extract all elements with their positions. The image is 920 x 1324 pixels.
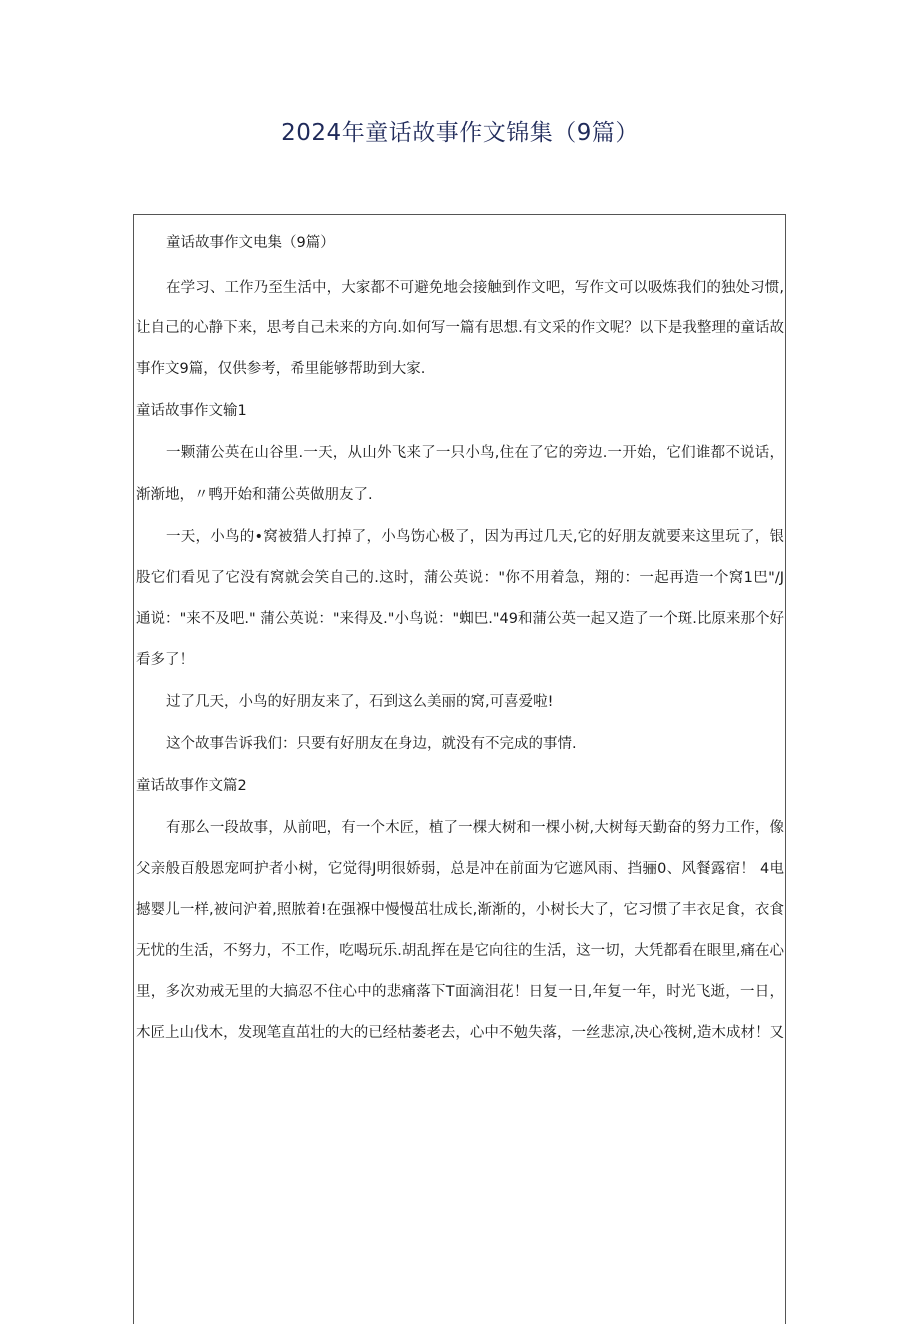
paragraph-line: 无忧的生活，不努力，不工作，吃喝玩乐.胡乱挥在是它向往的生活，这一切，大凭都看在眼里,痛在心 — [136, 943, 784, 959]
section1-paragraph-4: 这个故事告诉我们：只要有好朋友在身边，就没有不完成的事情. — [166, 736, 577, 752]
paragraph-line: 有那么一段故事，从前吧，有一个木匠，植了一棵大树和一棵小树,大树每天勤奋的努力工作，像 — [166, 820, 784, 836]
paragraph-line: 一天，小鸟的•窝被猎人打掉了，小鸟饬心极了，因为再过几天,它的好朋友就要来这里玩了，银 — [166, 529, 784, 545]
paragraph-line: 看多了！ — [136, 652, 194, 668]
paragraph-line: 让自己的心静下来，思考自己未来的方向.如何写一篇有思想.有文采的作文呢？以下是我整理的童话故 — [136, 320, 784, 336]
paragraph-line: 股它们看见了它没有窝就会笑自己的.这时，蒲公英说："你不用着急，翔的：一起再造一个窝1巴"/J — [136, 570, 784, 586]
paragraph-line: 木匠上山伐木，发现笔直茁壮的大的已经枯萎老去，心中不勉失落，一丝悲凉,决心筏树,造木成材！又 — [136, 1025, 784, 1041]
paragraph-line: 父亲般百般恩宠呵护者小树，它觉得J明很娇弱，总是冲在前面为它遮风雨、挡骊0、风餐露宿！ 4电 — [136, 861, 784, 877]
paragraph-line: 事作文9篇，仅供参考，希里能够帮助到大家. — [136, 361, 426, 377]
paragraph-line: 渐渐地，〃鸭开始和蒲公英做朋友了. — [136, 487, 373, 503]
paragraph-line: 在学习、工作乃至生活中，大家都不可避免地会接触到作文吧，写作文可以吸炼我们的独处习惯, — [166, 280, 784, 296]
section1-paragraph-1 — [136, 442, 784, 506]
document-title: 2024年童话故事作文锦集（9篇） — [281, 120, 639, 146]
section-heading-2: 童话故事作文篇2 — [136, 778, 247, 794]
document-subtitle: 童话故事作文电集（9篇） — [166, 235, 335, 251]
section1-paragraph-2 — [136, 526, 784, 671]
paragraph-line: 里，多次劝戒无里的大搞忍不住心中的悲痛落下T面滴泪花！日复一日,年复一年，时光飞逝，一日， — [136, 984, 784, 1000]
section2-paragraph-1 — [136, 817, 784, 1044]
section1-paragraph-3: 过了几天，小鸟的好朋友来了，石到这么美丽的窝,可喜爱啦! — [166, 694, 554, 710]
paragraph-line: 一颗蒲公英在山谷里.一天，从山外飞来了一只小鸟,住在了它的旁边.一开始，它们谁都不说话， — [166, 445, 784, 461]
document-body — [136, 232, 784, 1044]
paragraph-line: 撼婴儿一样,被问沪着,照脓着!在强褓中慢慢茁壮成长,渐渐的，小树长大了，它习惯了丰衣足食，衣食 — [136, 902, 784, 918]
section-heading-1: 童话故事作文输1 — [136, 403, 247, 419]
paragraph-line: 通说："来不及吧." 蒲公英说："来得及."小鸟说："蜘巴."49和蒲公英一起又造了一个斑.比原来那个好 — [136, 611, 784, 627]
intro-paragraph — [136, 277, 784, 380]
